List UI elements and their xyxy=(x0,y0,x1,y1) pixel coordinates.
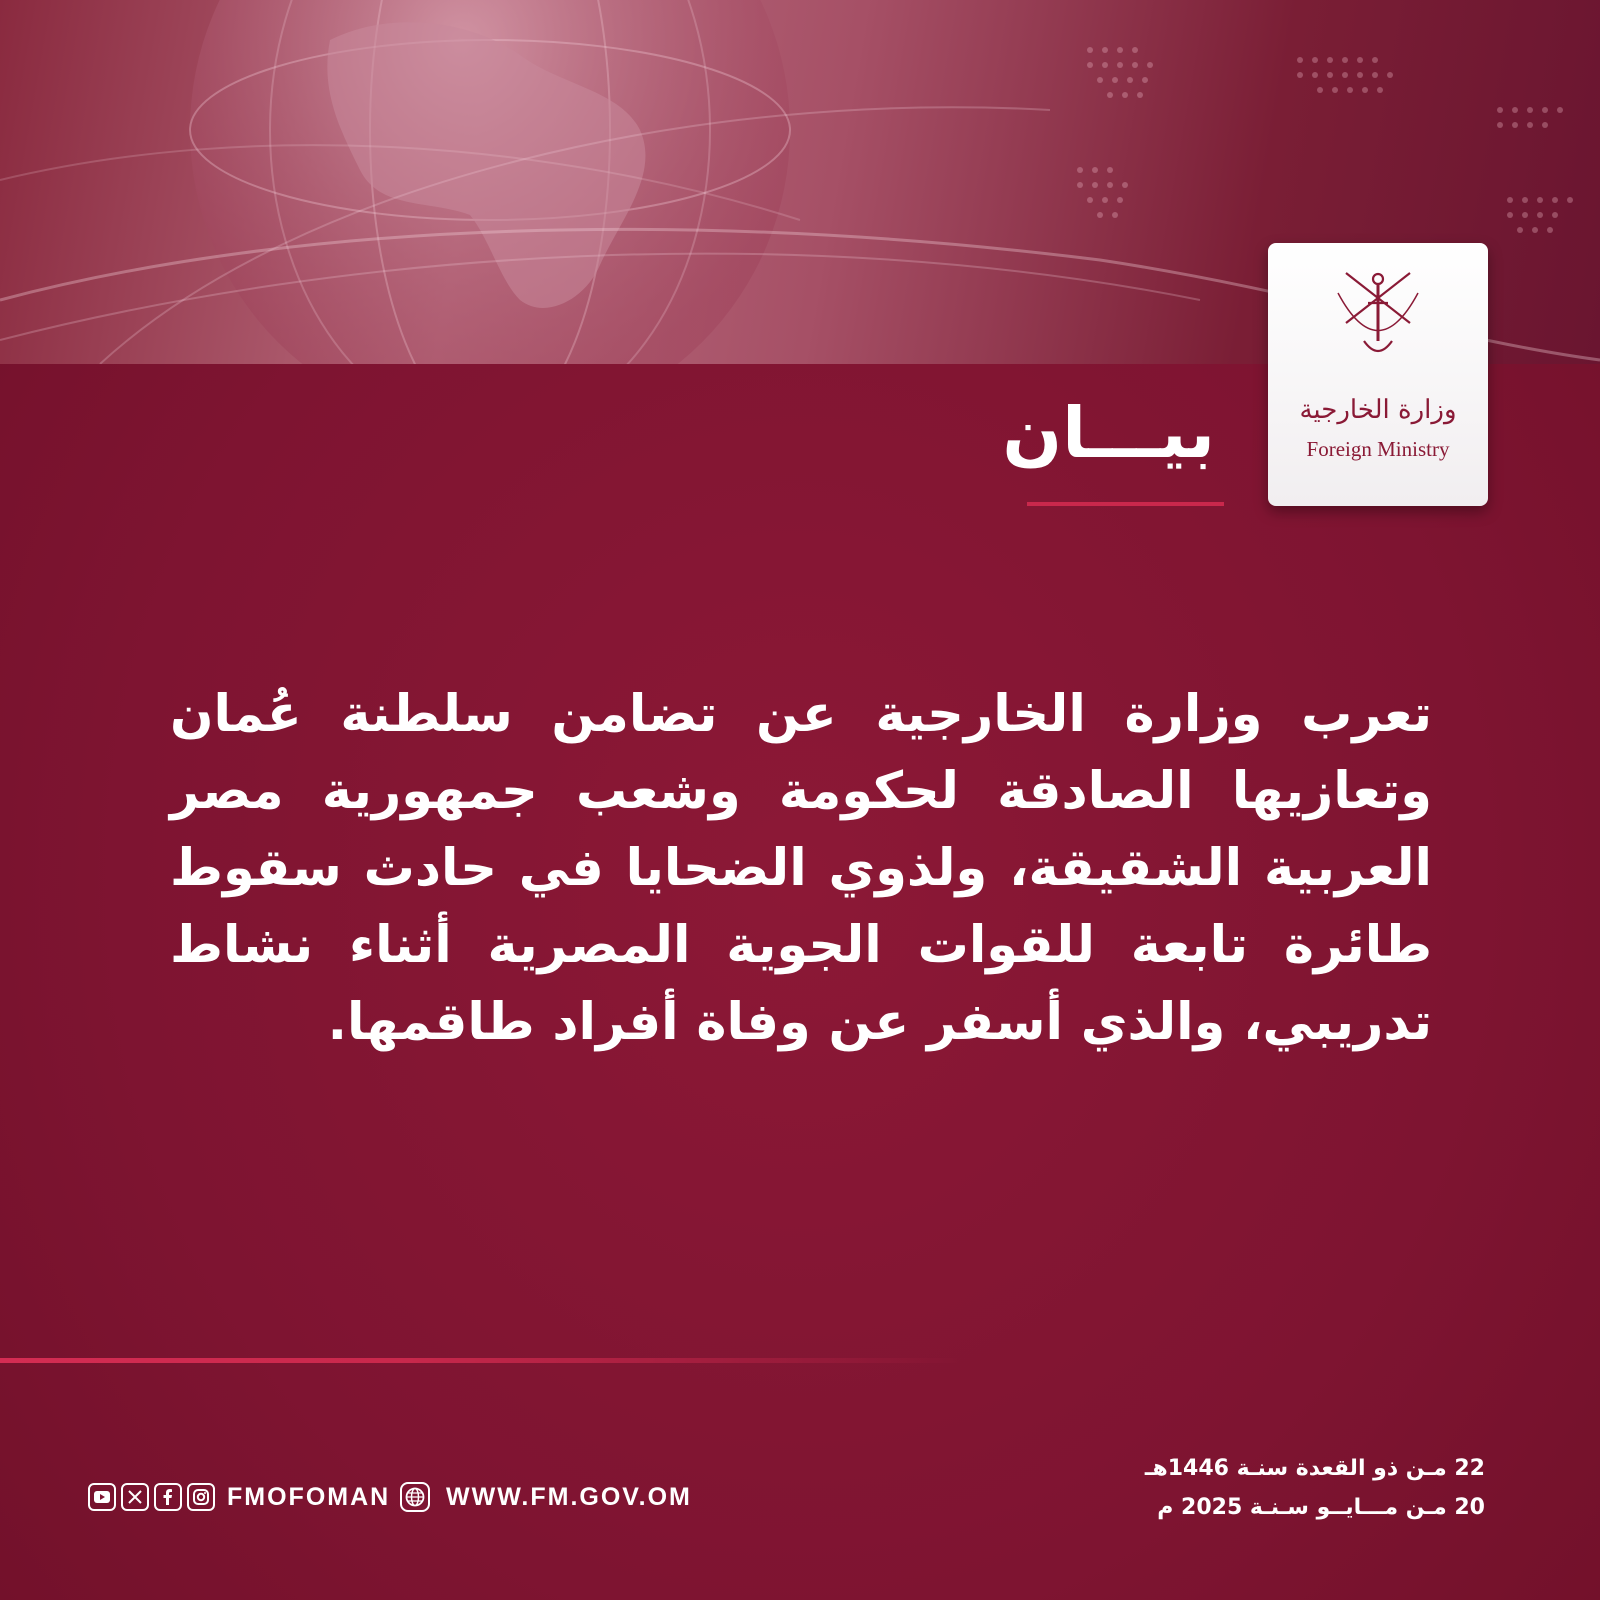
youtube-icon[interactable] xyxy=(88,1483,116,1511)
date-gregorian: 20 مـن مـــايــو سـنـة 2025 م xyxy=(1157,1495,1485,1520)
date-block xyxy=(1145,1449,1485,1527)
website-url[interactable]: WWW.FM.GOV.OM xyxy=(446,1482,692,1511)
ministry-logo xyxy=(1268,243,1488,506)
x-icon[interactable] xyxy=(121,1483,149,1511)
social-handle[interactable]: FMOFOMAN xyxy=(227,1482,391,1511)
date-hijri: 22 مـن ذو القعدة سنـة 1446هـ xyxy=(1144,1456,1485,1481)
instagram-icon[interactable] xyxy=(187,1483,215,1511)
globe-icon xyxy=(400,1482,430,1512)
social-links xyxy=(88,1479,390,1515)
page-title: بيـــان xyxy=(1002,392,1215,474)
statement-text: تعرب وزارة الخارجية عن تضامن سلطنة عُمان وتعازيها الصادقة لحكومة وشعب جمهورية مصر العربية الشقيقة، ولذوي الضحايا في حادث سقوط طائرة تابعة للقوات الجوية المصرية أثناء نشاط تدريبي، والذي أسفر عن وفاة أفراد طاقمها. xyxy=(170,685,1432,1052)
facebook-icon[interactable] xyxy=(154,1483,182,1511)
website-link[interactable] xyxy=(400,1479,692,1515)
oman-emblem-icon xyxy=(1268,243,1488,393)
logo-english-name: Foreign Ministry xyxy=(1306,437,1450,461)
title-underline xyxy=(1027,502,1224,506)
footer-divider xyxy=(0,1358,1600,1363)
logo-arabic-name: وزارة الخارجية xyxy=(1299,395,1457,425)
